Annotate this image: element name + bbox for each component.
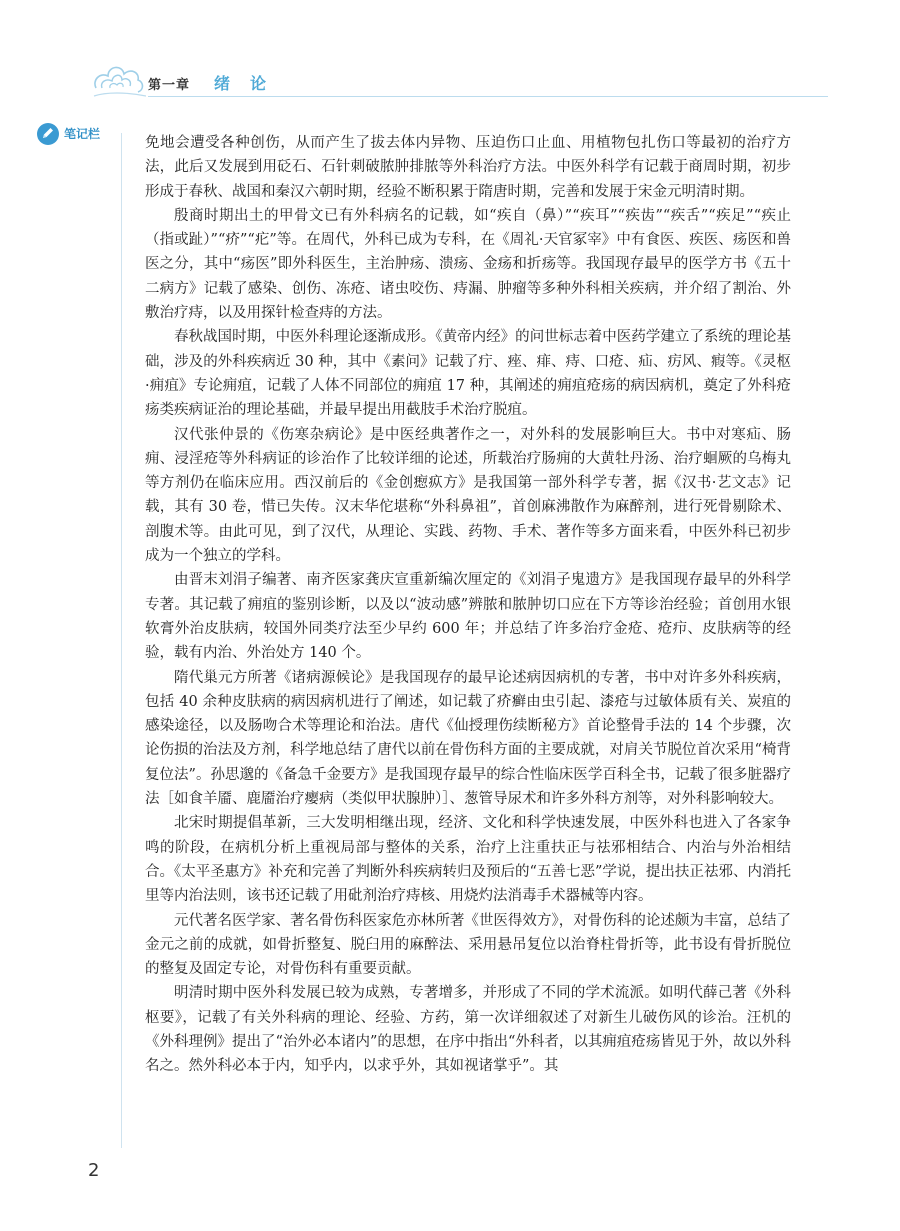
chapter-label: 第一章 xyxy=(148,78,191,93)
notes-sidebar-tab xyxy=(36,122,132,146)
paragraph: 北宋时期提倡革新，三大发明相继出现，经济、文化和科学快速发展，中医外科也进入了各家争鸣的阶段，在病机分析上重视局部与整体的关系，治疗上注重扶正与祛邪相结合、内治与外治相结合。《太平圣惠方》补充和完善了判断外科疾病转归及预后的“五善七恶”学说，提出扶正祛邪、内消托里等内治法则，该书还记载了用砒剂治疗痔核、用烧灼法消毒手术器械等内容。 xyxy=(145,815,791,905)
paragraph: 殷商时期出土的甲骨文已有外科病名的记载，如“疾自（鼻）”“疾耳”“疾齿”“疾舌”“疾足”“疾止（指或趾）”“疥”“疕”等。在周代，外科已成为专科，在《周礼·天官冢宰》中有食医、疾医、疡医和兽医之分，其中“疡医”即外科医生，主治肿疡、溃疡、金疡和折疡等。我国现存最早的医学方书《五十二病方》记载了感染、创伤、冻疮、诸虫咬伤、痔漏、肿瘤等多种外科相关疾病，并介绍了割治、外敷治疗痔，以及用探针检查痔的方法。 xyxy=(145,207,791,322)
cloud-ornament-icon xyxy=(90,58,146,104)
page-number: 2 xyxy=(88,1160,100,1181)
paragraph: 由晋末刘涓子编著、南齐医家龚庆宣重新编次厘定的《刘涓子鬼遗方》是我国现存最早的外科学专著。其记载了痈疽的鉴别诊断，以及以“波动感”辨脓和脓肿切口应在下方等诊治经验；首创用水银软膏外治皮肤病，较国外同类疗法至少早约 600 年；并总结了许多治疗金疮、疮疖、皮肤病等的经验，载有内治、外治处方 140 个。 xyxy=(145,572,791,662)
page-header xyxy=(90,58,830,104)
paragraph: 免地会遭受各种创伤，从而产生了拔去体内异物、压迫伤口止血、用植物包扎伤口等最初的治疗方法，此后又发展到用砭石、石针刺破脓肿排脓等外科治疗方法。中医外科学有记载于商周时期，初步形成于春秋、战国和秦汉六朝时期，经验不断积累于隋唐时期，完善和发展于宋金元明清时期。 xyxy=(145,135,791,200)
chapter-title: 绪论 xyxy=(214,74,287,93)
paragraph: 明清时期中医外科发展已较为成熟，专著增多，并形成了不同的学术流派。如明代薛己著《外科枢要》，记载了有关外科病的理论、经验、方药，第一次详细叙述了对新生儿破伤风的诊治。汪机的《外科理例》提出了“治外必本诸内”的思想，在序中指出“外科者，以其痈疽疮疡皆见于外，故以外科名之。然外科必本于内，知乎内，以求乎外，其如视诸掌乎”。其 xyxy=(145,985,791,1075)
header-divider xyxy=(148,96,828,97)
paragraph: 春秋战国时期，中医外科理论逐渐成形。《黄帝内经》的问世标志着中医药学建立了系统的理论基础，涉及的外科疾病近 30 种，其中《素问》记载了疔、痤、痱、痔、口疮、疝、疠风、瘕等。《灵枢·痈疽》专论痈疽，记载了人体不同部位的痈疽 17 种，其阐述的痈疽疮疡的病因病机，奠定了外科疮疡类疾病证治的理论基础，并最早提出用截肢手术治疗脱疽。 xyxy=(145,329,791,419)
paragraph: 汉代张仲景的《伤寒杂病论》是中医经典著作之一，对外科的发展影响巨大。书中对寒疝、肠痈、浸淫疮等外科病证的诊治作了比较详细的论述，所载治疗肠痈的大黄牡丹汤、治疗蛔厥的乌梅丸等方剂仍在临床应用。西汉前后的《金创瘛疭方》是我国第一部外科学专著，据《汉书·艺文志》记载，其有 30 卷，惜已失传。汉末华佗堪称“外科鼻祖”，首创麻沸散作为麻醉剂，进行死骨剔除术、剖腹术等。由此可见，到了汉代，从理论、实践、药物、手术、著作等多方面来看，中医外科已初步成为一个独立的学科。 xyxy=(145,426,791,565)
notes-label: 笔记栏 xyxy=(64,127,101,141)
paragraph: 隋代巢元方所著《诸病源候论》是我国现存的最早论述病因病机的专著，书中对许多外科疾病，包括 40 余种皮肤病的病因病机进行了阐述，如记载了疥癣由虫引起、漆疮与过敏体质有关、炭疽的感染途径，以及肠吻合术等理论和治法。唐代《仙授理伤续断秘方》首论整骨手法的 14 个步骤，次论伤损的治法及方剂，科学地总结了唐代以前在骨伤科方面的主要成就，对肩关节脱位首次采用“椅背复位法”。孙思邈的《备急千金要方》是我国现存最早的综合性临床医学百科全书，记载了很多脏器疗法［如食羊靥、鹿靥治疗瘿病（类似甲状腺肿）］、葱管导尿术和许多外科方剂等，对外科影响较大。 xyxy=(145,669,791,808)
body-text xyxy=(145,131,791,1079)
notes-margin-rule xyxy=(121,133,122,1148)
pencil-note-icon xyxy=(36,122,60,146)
paragraph: 元代著名医学家、著名骨伤科医家危亦林所著《世医得效方》，对骨伤科的论述颇为丰富，总结了金元之前的成就，如骨折整复、脱臼用的麻醉法、采用悬吊复位以治脊柱骨折等，此书设有骨折脱位的整复及固定专论，对骨伤科有重要贡献。 xyxy=(145,912,791,978)
